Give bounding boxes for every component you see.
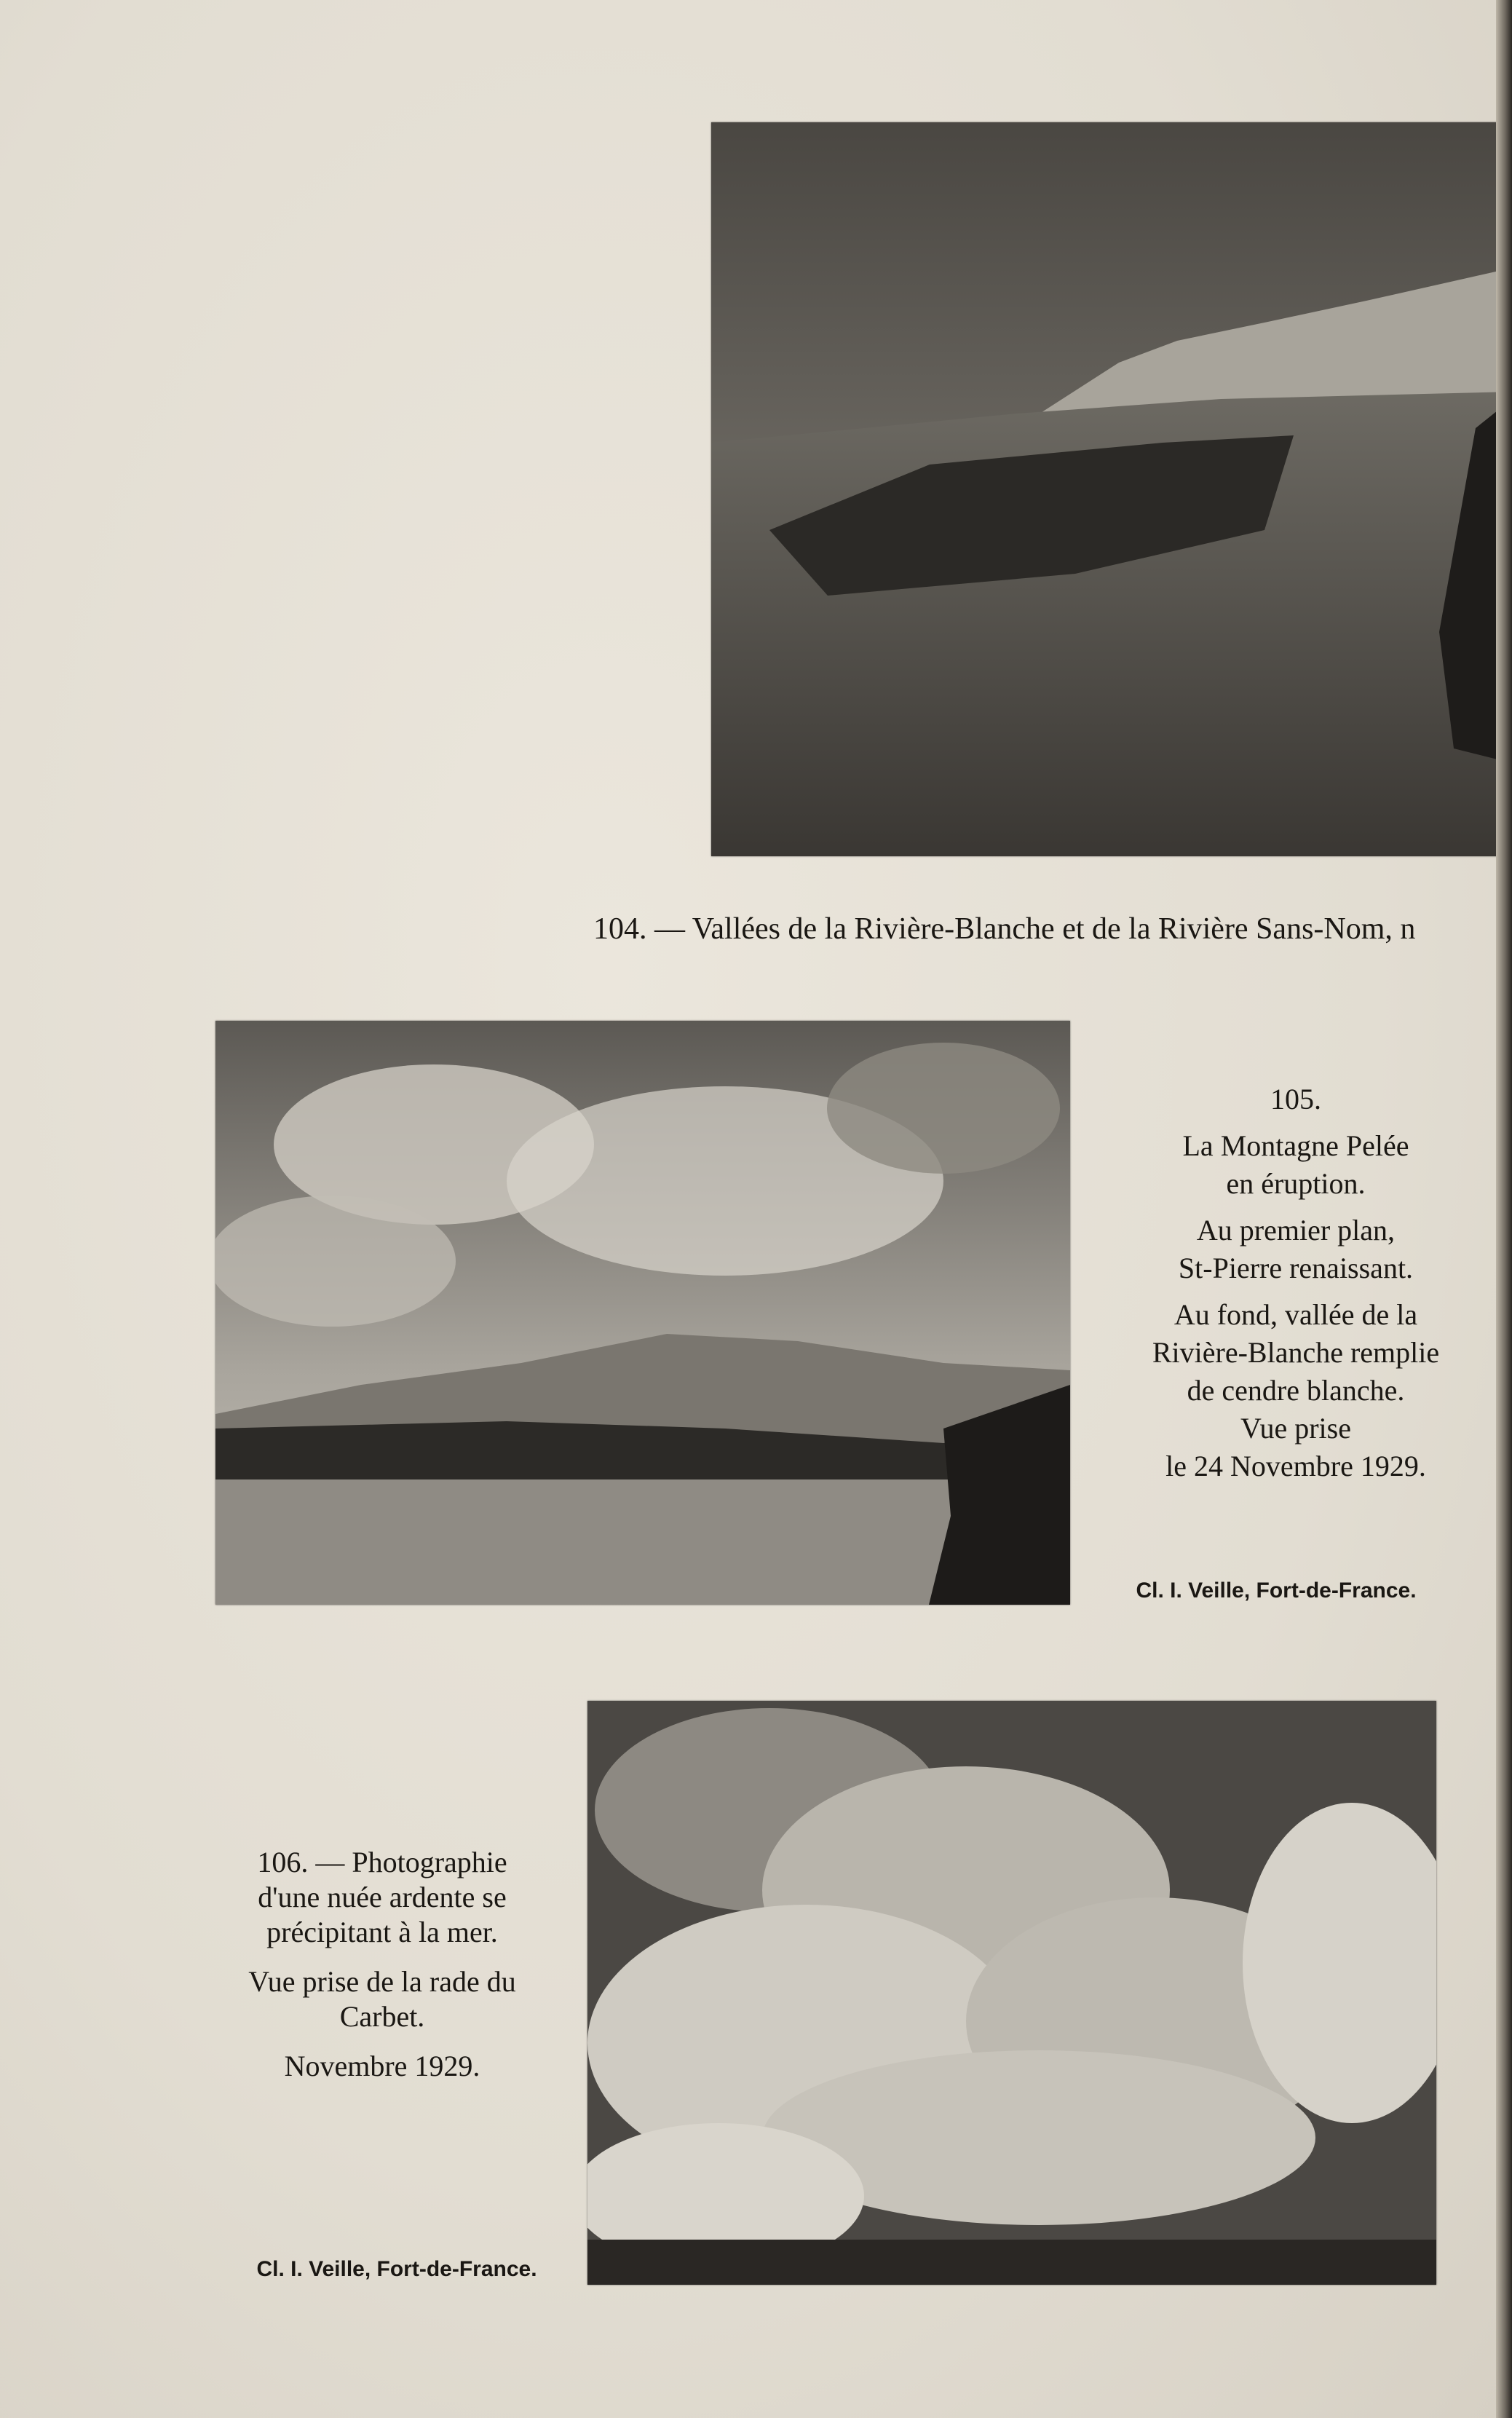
caption-line: Vue prise de la rade du bbox=[248, 1965, 516, 1998]
caption-line: de cendre blanche. bbox=[1187, 1374, 1405, 1407]
photo-105-montagne-pelee bbox=[215, 1021, 1070, 1605]
photo-105-credit: Cl. I. Veille, Fort-de-France. bbox=[1136, 1579, 1417, 1603]
caption-line: en éruption. bbox=[1226, 1167, 1366, 1200]
caption-line: 106. — Photographie bbox=[257, 1846, 507, 1878]
caption-line: Au premier plan, bbox=[1196, 1214, 1396, 1246]
photo-106-caption bbox=[207, 1845, 557, 2084]
caption-line: d'une nuée ardente se bbox=[258, 1881, 507, 1913]
caption-line: Carbet. bbox=[339, 2000, 425, 2033]
photo-105-number: 105. bbox=[1270, 1083, 1321, 1115]
photo-106-nuee-ardente bbox=[587, 1701, 1436, 2285]
caption-line: Rivière-Blanche remplie bbox=[1152, 1336, 1440, 1369]
caption-line: Au fond, vallée de la bbox=[1173, 1298, 1418, 1331]
caption-line: Vue prise bbox=[1240, 1412, 1351, 1445]
caption-line: La Montagne Pelée bbox=[1182, 1129, 1409, 1162]
photo-105-caption bbox=[1092, 1080, 1500, 1485]
photo-104-valleys bbox=[711, 122, 1512, 856]
photo-106-credit: Cl. I. Veille, Fort-de-France. bbox=[256, 2257, 537, 2281]
photo-104-caption: 104. — Vallées de la Rivière-Blanche et de la Rivière Sans-Nom, n bbox=[593, 912, 1416, 946]
page-spine-edge bbox=[1496, 0, 1512, 2418]
caption-line: St-Pierre renaissant. bbox=[1178, 1252, 1414, 1284]
caption-line: Novembre 1929. bbox=[284, 2050, 480, 2082]
caption-line: précipitant à la mer. bbox=[266, 1916, 498, 1948]
caption-line: le 24 Novembre 1929. bbox=[1165, 1450, 1426, 1482]
